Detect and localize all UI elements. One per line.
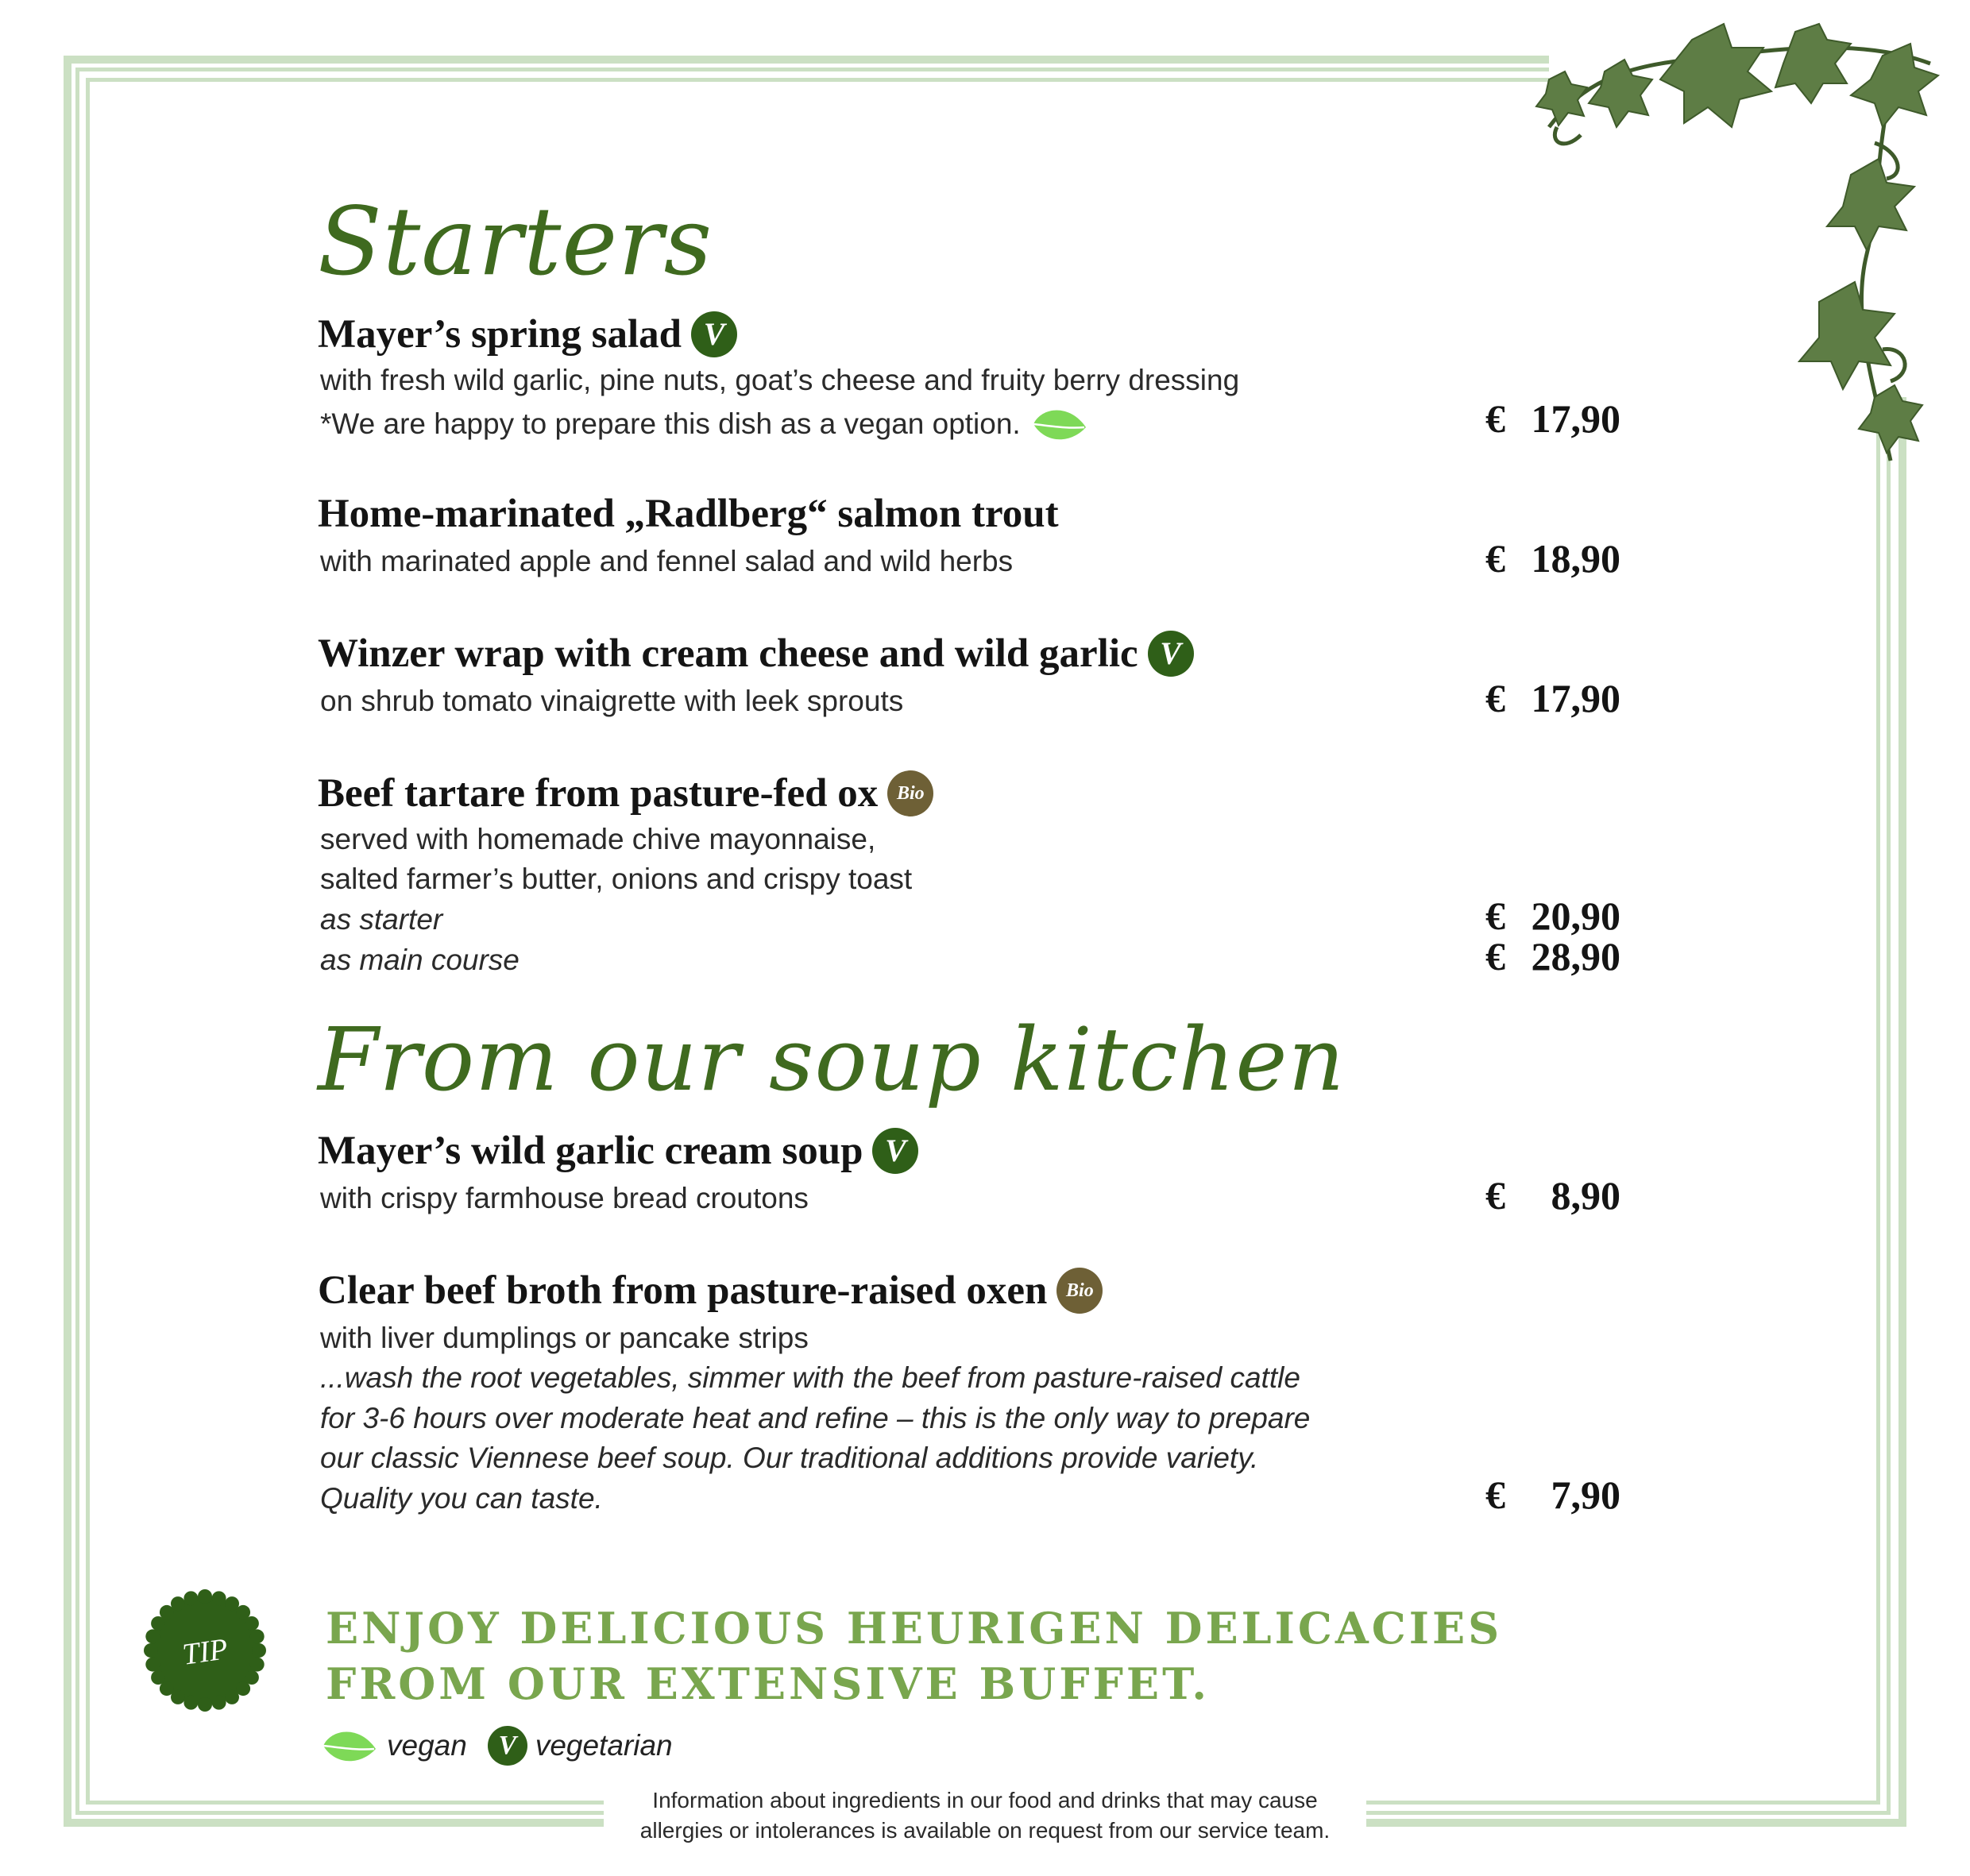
frame-right-inner: [1876, 397, 1880, 1805]
frame-left-inner: [86, 78, 90, 1805]
dish-story-line: for 3-6 hours over moderate heat and refine – this is the only way to prepare: [320, 1402, 1311, 1434]
dish-name-winzer-wrap: [318, 631, 1194, 680]
vegetarian-v-icon: V: [1148, 631, 1194, 677]
option-price: [1485, 933, 1620, 979]
dish-story-line: ...wash the root vegetables, simmer with the beef from pasture-raised cattle: [320, 1361, 1300, 1394]
frame-top-middle: [75, 68, 1549, 71]
dish-price: [1485, 675, 1620, 721]
option-label: as starter: [320, 903, 443, 936]
dish-name-salmon-trout: [318, 491, 1059, 537]
tip-badge-scallop: [183, 1591, 198, 1605]
tip-badge-scallop: [212, 1591, 226, 1605]
vegetarian-v-icon: V: [488, 1726, 527, 1766]
dish-description: salted farmer’s butter, onions and crispy toast: [320, 863, 913, 895]
dish-name-wild-garlic-soup: [318, 1128, 918, 1177]
dish-description: with liver dumplings or pancake strips: [320, 1322, 809, 1354]
price-currency: €: [1485, 894, 1505, 938]
price-currency: €: [1485, 934, 1505, 979]
dish-name-text: Winzer wrap with cream cheese and wild garlic: [318, 631, 1138, 676]
tip-badge-scallop: [198, 1589, 212, 1604]
price-value: 17,90: [1531, 396, 1620, 441]
dish-description: with crispy farmhouse bread croutons: [320, 1182, 809, 1214]
dish-name-text: Beef tartare from pasture-fed ox: [318, 771, 879, 816]
frame-top-outer: [64, 56, 1549, 64]
tip-badge-scallop: [151, 1670, 165, 1685]
section-title-starters: Starters: [318, 187, 713, 296]
price-currency: €: [1485, 676, 1505, 720]
frame-left-middle: [75, 68, 79, 1815]
bio-icon: Bio: [887, 770, 933, 816]
tip-badge-scallop: [252, 1643, 266, 1658]
price-currency: €: [1485, 1173, 1505, 1218]
tip-line-1: ENJOY DELICIOUS HEURIGEN DELICACIES: [326, 1603, 1503, 1654]
allergy-note: [604, 1785, 1366, 1846]
price-currency: €: [1485, 396, 1505, 441]
dish-description: served with homemade chive mayonnaise,: [320, 823, 876, 855]
tip-badge-scallop: [183, 1696, 198, 1710]
dish-name-text: Mayer’s wild garlic cream soup: [318, 1129, 863, 1173]
frame-top-inner: [86, 78, 1549, 82]
dish-name-spring-salad: [318, 311, 737, 361]
price-value: 18,90: [1531, 536, 1620, 581]
tip-badge-icon: [143, 1588, 267, 1712]
price-value: 8,90: [1551, 1173, 1620, 1218]
vegan-note-text: *We are happy to prepare this dish as a vegan option.: [320, 407, 1021, 440]
price-value: 28,90: [1531, 934, 1620, 979]
dish-name-beef-broth: [318, 1268, 1103, 1317]
frame-left-outer: [64, 56, 71, 1827]
dish-description: with marinated apple and fennel salad and wild herbs: [320, 545, 1014, 577]
price-currency: €: [1485, 1473, 1505, 1517]
dish-price: [1485, 1472, 1620, 1518]
dish-vegan-note: [320, 403, 1089, 445]
price-value: 7,90: [1551, 1473, 1620, 1517]
dish-story-line: Quality you can taste.: [320, 1482, 603, 1515]
legend-vegetarian-label: vegetarian: [535, 1729, 673, 1762]
dish-name-text: Home-marinated „Radlberg“ salmon trout: [318, 492, 1059, 536]
tip-badge-scallop: [225, 1690, 239, 1704]
frame-right-outer: [1899, 397, 1906, 1827]
frame-right-middle: [1887, 397, 1891, 1815]
tip-badge-scallop: [171, 1596, 185, 1611]
dish-price: [1485, 396, 1620, 442]
option-price: [1485, 893, 1620, 939]
bio-icon: Bio: [1056, 1268, 1103, 1314]
tip-badge-scallop: [250, 1658, 265, 1672]
vegan-leaf-icon: [320, 1725, 379, 1766]
dish-name-text: Mayer’s spring salad: [318, 312, 682, 357]
tip-badge-scallop: [212, 1696, 226, 1710]
tip-badge-scallop: [198, 1697, 212, 1712]
vegetarian-v-icon: V: [691, 311, 737, 357]
dish-description: on shrub tomato vinaigrette with leek sprouts: [320, 685, 904, 717]
dish-story-line: our classic Viennese beef soup. Our traditional additions provide variety.: [320, 1442, 1259, 1474]
price-currency: €: [1485, 536, 1505, 581]
tip-badge-scallop: [145, 1658, 160, 1672]
dish-price: [1485, 1172, 1620, 1218]
dish-name-text: Clear beef broth from pasture-raised oxen: [318, 1268, 1048, 1313]
tip-badge-scallop: [250, 1629, 265, 1643]
allergy-note-line-1: Information about ingredients in our food and drinks that may cause: [652, 1788, 1318, 1812]
tip-badge-scallop: [144, 1643, 158, 1658]
tip-text: [326, 1600, 1502, 1712]
dish-price: [1485, 535, 1620, 581]
vegan-leaf-icon: [1030, 403, 1089, 445]
legend-vegan-label: vegan: [387, 1729, 467, 1762]
dish-description: with fresh wild garlic, pine nuts, goat’s cheese and fruity berry dressing: [320, 364, 1240, 396]
price-value: 20,90: [1531, 894, 1620, 938]
tip-badge-label: TIP: [180, 1632, 230, 1672]
tip-badge-scallop: [145, 1629, 160, 1643]
tip-line-2: FROM OUR EXTENSIVE BUFFET.: [326, 1658, 1211, 1709]
option-label: as main course: [320, 944, 520, 976]
section-title-soup: From our soup kitchen: [318, 1009, 1346, 1110]
legend: [320, 1725, 673, 1766]
tip-badge-scallop: [245, 1616, 259, 1631]
allergy-note-line-2: allergies or intolerances is available on request from our service team.: [639, 1818, 1331, 1843]
vegetarian-v-icon: V: [872, 1128, 918, 1174]
dish-name-beef-tartare: [318, 770, 933, 820]
price-value: 17,90: [1531, 676, 1620, 720]
